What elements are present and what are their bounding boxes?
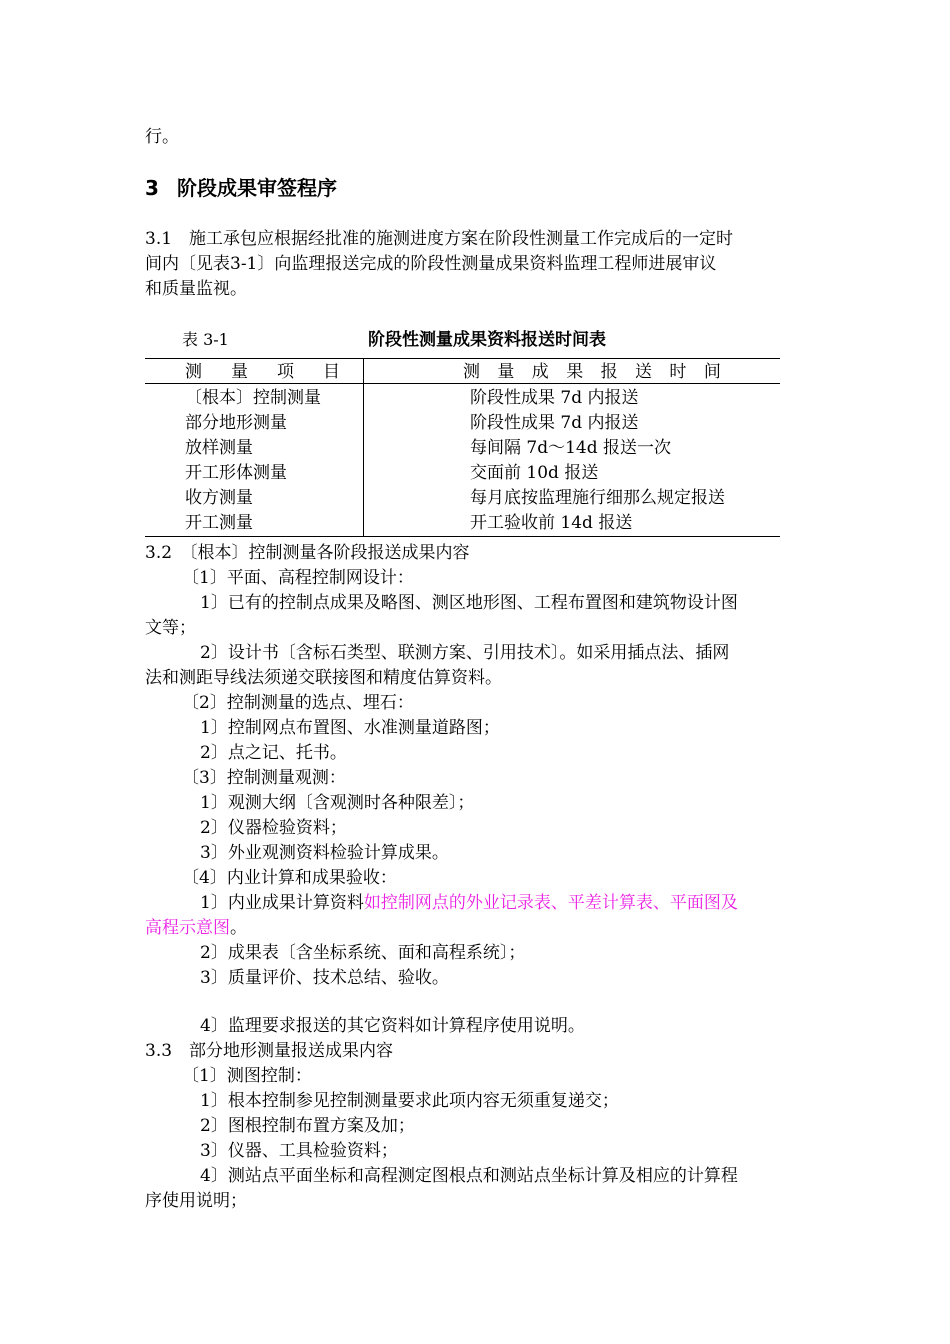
- table-row-time: 阶段性成果 7d 内报送: [470, 388, 639, 408]
- list-item: 2〕设计书〔含标石类型、联测方案、引用技术〕。如采用插点法、插网: [200, 643, 730, 663]
- list-item: 1〕已有的控制点成果及略图、测区地形图、工程布置图和建筑物设计图: [200, 593, 738, 613]
- section-heading: [145, 176, 337, 200]
- table-row-time: 交面前 10d 报送: [470, 463, 599, 483]
- list-item: 〔1〕平面、高程控制网设计：: [182, 568, 414, 588]
- list-item: 1〕观测大纲〔含观测时各种限差〕；: [200, 793, 475, 813]
- table-label: 表 3-1: [182, 330, 229, 349]
- table-row-item: 〔根本〕控制测量: [185, 388, 321, 408]
- paragraph-3-1-line-2: 间内〔见表3-1〕向监理报送完成的阶段性测量成果资料监理工程师进展审议: [145, 254, 717, 274]
- paragraph-3-1-line-1: 3.1 施工承包应根据经批准的施测进度方案在阶段性测量工作完成后的一定时: [145, 229, 734, 249]
- list-item: 2〕图根控制布置方案及加；: [200, 1116, 415, 1136]
- list-item: 2〕仪器检验资料；: [200, 818, 347, 838]
- list-item: 1〕根本控制参见控制测量要求此项内容无须重复递交；: [200, 1091, 619, 1111]
- list-item: 4〕监理要求报送的其它资料如计算程序使用说明。: [200, 1016, 585, 1036]
- list-item: 〔1〕测图控制：: [182, 1066, 312, 1086]
- list-item-text: 1〕内业成果计算资料: [200, 893, 364, 913]
- list-item: 〔3〕控制测量观测：: [182, 768, 346, 788]
- table-row-time: 阶段性成果 7d 内报送: [470, 413, 639, 433]
- list-item-text: 。: [230, 918, 247, 938]
- list-item: 4〕测站点平面坐标和高程测定图根点和测站点坐标计算及相应的计算程: [200, 1166, 738, 1186]
- highlighted-text: 如控制网点的外业记录表、平差计算表、平面图及: [363, 893, 738, 913]
- list-item: 3〕质量评价、技术总结、验收。: [200, 968, 449, 988]
- section-title: 阶段成果审签程序: [177, 176, 337, 200]
- submission-schedule-table: [145, 358, 780, 537]
- list-item: 〔4〕内业计算和成果验收：: [182, 868, 397, 888]
- section-3-3-title: 3.3 部分地形测量报送成果内容: [145, 1041, 394, 1061]
- continuation-line: 行。: [145, 127, 179, 147]
- list-item: 2〕点之记、托书。: [200, 743, 347, 763]
- paragraph-3-1-line-3: 和质量监视。: [145, 279, 247, 299]
- list-item: 文等；: [145, 618, 196, 638]
- table-row-item: 部分地形测量: [185, 413, 287, 433]
- list-item: 序使用说明；: [145, 1191, 247, 1211]
- list-item: [200, 892, 738, 914]
- list-item: 3〕仪器、工具检验资料；: [200, 1141, 398, 1161]
- list-item: 法和测距导线法须递交联接图和精度估算资料。: [145, 668, 502, 688]
- table-row-item: 收方测量: [185, 488, 253, 508]
- table-header-time: 测 量 成 果 报 送 时 间: [463, 362, 727, 382]
- list-item: 〔2〕控制测量的选点、埋石：: [182, 693, 414, 713]
- table-title: 阶段性测量成果资料报送时间表: [368, 330, 606, 350]
- list-item: 1〕控制网点布置图、水准测量道路图；: [200, 718, 500, 738]
- list-item: [145, 917, 247, 939]
- table-header-item: 测 量 项 目: [185, 362, 346, 382]
- table-row-time: 每月底按监理施行细那么规定报送: [470, 488, 725, 508]
- highlighted-text: 高程示意图: [145, 918, 230, 938]
- table-header-divider: [145, 383, 780, 384]
- table-column-divider: [363, 359, 364, 536]
- table-row-time: 开工验收前 14d 报送: [470, 513, 633, 533]
- section-number: 3: [145, 176, 159, 200]
- table-row-item: 放样测量: [185, 438, 253, 458]
- list-item: 2〕成果表〔含坐标系统、面和高程系统〕；: [200, 943, 526, 963]
- table-row-item: 开工形体测量: [185, 463, 287, 483]
- table-row-item: 开工测量: [185, 513, 253, 533]
- list-item: 3〕外业观测资料检验计算成果。: [200, 843, 449, 863]
- section-3-2-title: 3.2 〔根本〕控制测量各阶段报送成果内容: [145, 543, 470, 563]
- table-row-time: 每间隔 7d～14d 报送一次: [470, 438, 672, 458]
